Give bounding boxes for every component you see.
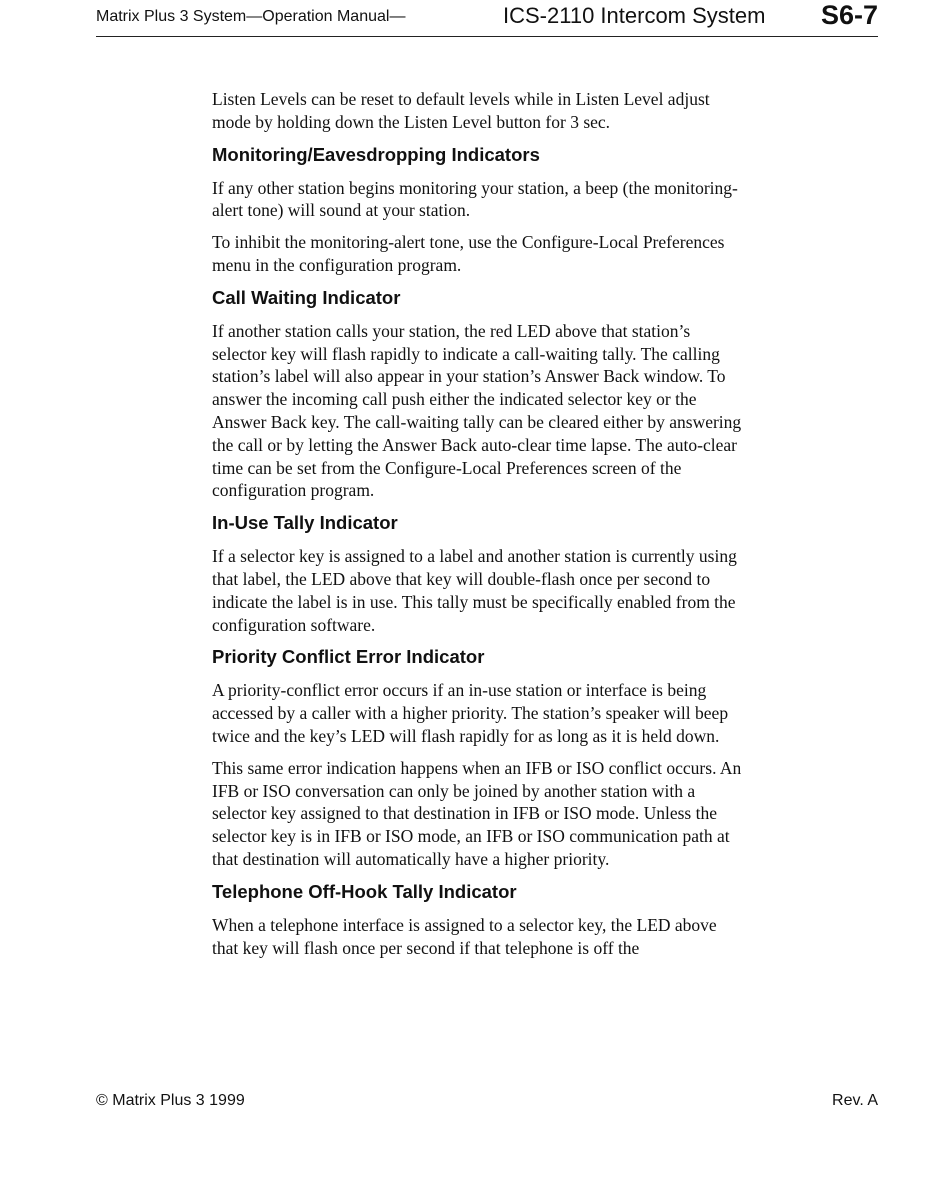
page-header	[96, 0, 878, 37]
section-title: ICS-2110 Intercom System	[503, 3, 766, 28]
in-use-heading: In-Use Tally Indicator	[212, 512, 398, 534]
monitoring-paragraph-2: To inhibit the monitoring-alert tone, use the Configure-Local Preferences menu in the configuration program.	[212, 232, 725, 275]
telephone-paragraph: When a telephone interface is assigned to a selector key, the LED above that key will flash once per second if that telephone is off the	[212, 914, 717, 958]
monitoring-paragraph-1: If any other station begins monitoring your station, a beep (the monitoring-alert tone) will sound at your station.	[212, 177, 738, 221]
in-use-paragraph: If a selector key is assigned to a label and another station is currently using that label, the LED above that key will double-flash once per second to indicate the label is in use. This tally must be specifically enabled from the configuration software.	[212, 546, 737, 635]
call-waiting-paragraph: If another station calls your station, the red LED above that station’s selector key will flash rapidly to indicate a call-waiting tally. The calling station’s label will also appear in your station’s Answer Back window. To answer the incoming call push either the indicated selector key or the Answer Back key. The call-waiting tally can be cleared either by answering the call or by letting the Answer Back auto-clear time lapse. The auto-clear time can be set from the Configure-Local Preferences screen of the configuration program.	[212, 320, 742, 501]
copyright-notice: © Matrix Plus 3 1999	[96, 1092, 245, 1109]
call-waiting-heading: Call Waiting Indicator	[212, 286, 401, 308]
revision-label: Rev. A	[832, 1092, 878, 1109]
priority-paragraph-1: A priority-conflict error occurs if an in-use station or interface is being accessed by a caller with a higher priority. The station’s speaker will beep twice and the key’s LED will flash rapidly for as long as it is held down.	[212, 680, 729, 746]
page-body	[212, 88, 742, 968]
priority-paragraph-2: This same error indication happens when an IFB or ISO conflict occurs. An IFB or ISO conversation can only be joined by another station with a selector key assigned to that destination in IFB or ISO mode. Unless the selector key is in IFB or ISO mode, an IFB or ISO communication path at that destination will automatically have a higher priority.	[212, 757, 742, 869]
monitoring-heading: Monitoring/Eavesdropping Indicators	[212, 143, 540, 165]
telephone-heading: Telephone Off-Hook Tally Indicator	[212, 880, 517, 902]
intro-paragraph: Listen Levels can be reset to default levels while in Listen Level adjust mode by holding down the Listen Level button for 3 sec.	[212, 89, 710, 132]
priority-heading: Priority Conflict Error Indicator	[212, 646, 485, 668]
manual-title: Matrix Plus 3 System—Operation Manual—	[96, 8, 406, 25]
page-number: S6-7	[820, 0, 878, 30]
